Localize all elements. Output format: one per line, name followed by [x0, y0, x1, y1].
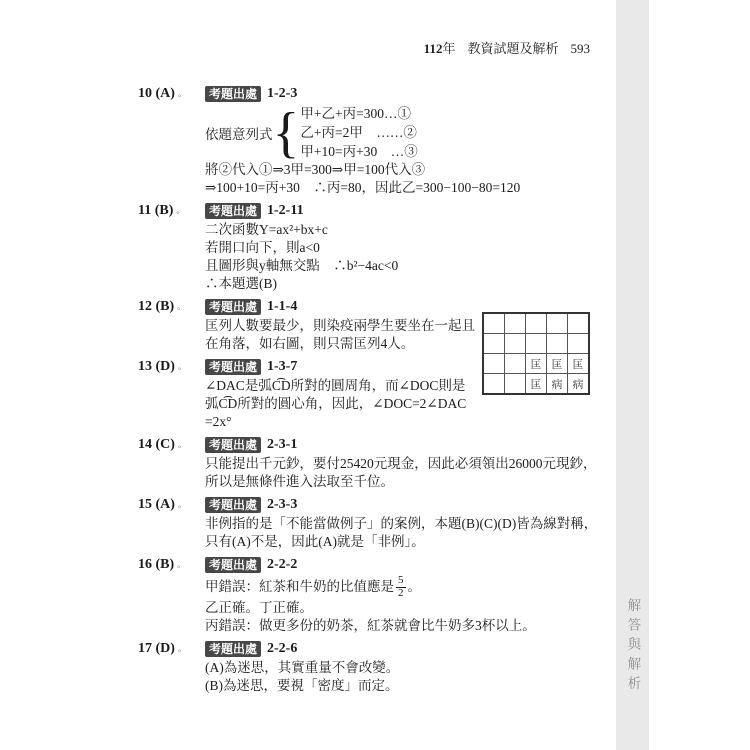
- item-number-answer: 16 (B): [138, 557, 175, 572]
- item-heading: [138, 435, 205, 491]
- seat-cell: 匡: [568, 354, 590, 374]
- source-code: 1-1-4: [267, 299, 298, 314]
- solution-line: 且圖形與y軸無交點 ∴b²−4ac<0: [205, 258, 399, 273]
- source-row: [205, 555, 608, 575]
- item-number-answer: 12 (B): [138, 299, 175, 314]
- source-label-badge: 考題出處: [205, 299, 261, 315]
- equation-line: 甲+10=丙+30 …③: [300, 144, 418, 159]
- separator-dot: 。: [177, 302, 186, 311]
- equation-line: 甲+乙+丙=300…①: [300, 106, 411, 121]
- equation-line: 乙+丙=2甲 ……②: [300, 125, 417, 140]
- solution-line: 非例指的是「不能當做例子」的案例，本題(B)(C)(D)皆為線對稱，: [205, 516, 598, 531]
- item-body: [205, 555, 608, 635]
- item-heading: [138, 495, 205, 551]
- source-row: [205, 495, 608, 515]
- source-row: [205, 201, 608, 221]
- solution-line: ∠DAC是弧C͡D所對的圓周角，而∠DOC則是: [205, 378, 466, 393]
- solution-item-17: [138, 639, 608, 695]
- header-page-number: 593: [570, 41, 590, 56]
- solution-item-10: [138, 84, 608, 197]
- solution-line-with-fraction: [205, 575, 608, 599]
- separator-dot: 。: [177, 362, 186, 371]
- source-row: [205, 357, 608, 377]
- item-body: [205, 357, 608, 431]
- fraction-numerator: 5: [398, 574, 404, 586]
- side-strip: [616, 0, 649, 750]
- solution-item-12: [138, 297, 608, 353]
- source-code: 2-3-1: [267, 437, 298, 452]
- item-heading: [138, 201, 205, 293]
- separator-dot: 。: [177, 89, 186, 98]
- solution-line: (B)為迷思，要視「密度」而定。: [205, 678, 399, 694]
- solution-line: 在角落，如右圖，則只需匡列4人。: [205, 336, 415, 351]
- source-code: 1-2-3: [267, 86, 298, 101]
- solution-line: 只能提出千元鈔，要付25420元現金，因此必須領出26000元現鈔，: [205, 456, 597, 471]
- solution-line: 丙錯誤：做更多份的奶茶，紅茶就會比牛奶多3杯以上。: [205, 618, 536, 634]
- header-year-number: 112: [423, 41, 443, 56]
- header-year-unit: 年: [442, 41, 456, 56]
- fraction-suffix: 。: [407, 579, 421, 595]
- solution-line: 只有(A)不是，因此(A)就是「非例」。: [205, 534, 425, 549]
- item-heading: [138, 357, 205, 431]
- item-number-answer: 17 (D): [138, 641, 175, 657]
- left-brace: {: [272, 101, 300, 164]
- source-code: 2-2-2: [267, 557, 298, 572]
- solution-line: ⇒100+10=丙+30 ∴丙=80，因此乙=300−100−80=120: [205, 180, 521, 195]
- solution-line: 二次函數Y=ax²+bx+c: [205, 222, 328, 237]
- source-row: [205, 84, 608, 104]
- source-label-badge: 考題出處: [205, 437, 261, 453]
- item-number-answer: 10 (A): [138, 86, 175, 101]
- solution-line: 所以是無條件進入法取至千位。: [205, 474, 394, 489]
- solution-item-15: [138, 495, 608, 551]
- solution-line: 匡列人數要最少，則染疫兩學生要坐在一起且: [205, 318, 475, 333]
- solutions-list: [138, 84, 608, 699]
- source-label-badge: 考題出處: [205, 359, 261, 375]
- item-body: [205, 84, 608, 197]
- side-strip-label: 解答與解析: [625, 598, 641, 696]
- item-heading: [138, 84, 205, 197]
- item-number-answer: 13 (D): [138, 359, 175, 374]
- item-heading: [138, 639, 205, 695]
- header-year: [424, 38, 456, 57]
- equation-system: [205, 101, 608, 164]
- seat-cell: 病: [568, 374, 590, 395]
- source-label-badge: 考題出處: [205, 641, 261, 657]
- page-header: [424, 38, 590, 57]
- source-label-badge: 考題出處: [205, 557, 261, 573]
- fraction-prefix: 甲錯誤：紅茶和牛奶的比值應是: [205, 579, 394, 595]
- source-label-badge: 考題出處: [205, 497, 261, 513]
- seat-cell: 匡: [526, 354, 547, 374]
- solution-item-13: [138, 357, 608, 431]
- header-title: 教資試題及解析: [467, 41, 559, 56]
- source-code: 1-3-7: [267, 359, 298, 374]
- separator-dot: 。: [177, 560, 186, 569]
- seat-cell: 匡: [526, 374, 547, 395]
- solution-line: ∴本題選(B): [205, 276, 277, 291]
- separator-dot: 。: [176, 206, 185, 215]
- source-code: 2-3-3: [267, 497, 298, 512]
- item-body: [205, 297, 608, 353]
- solution-line: 將②代入①⇒3甲=300⇒甲=100代入③: [205, 162, 426, 177]
- item-heading: [138, 555, 205, 635]
- source-label-badge: 考題出處: [205, 203, 261, 219]
- separator-dot: 。: [177, 500, 186, 509]
- solution-item-11: [138, 201, 608, 293]
- fraction: [396, 575, 406, 599]
- item-body: [205, 201, 608, 293]
- source-row: [205, 297, 608, 317]
- item-number-answer: 14 (C): [138, 437, 175, 452]
- seat-cell: 病: [547, 374, 568, 395]
- source-label-badge: 考題出處: [205, 86, 261, 102]
- equation-column: [300, 104, 417, 161]
- seat-cell: 匡: [547, 354, 568, 374]
- item-body: [205, 495, 608, 551]
- item-body: [205, 435, 608, 491]
- source-row: [205, 435, 608, 455]
- source-row: [205, 639, 608, 659]
- solution-line: =2x°: [205, 414, 232, 429]
- solution-line: 乙正確。丁正確。: [205, 600, 313, 616]
- solution-line: 弧C͡D所對的圓心角，因此，∠DOC=2∠DAC: [205, 396, 467, 411]
- solution-line: 若開口向下，則a<0: [205, 240, 320, 255]
- equation-intro: 依題意列式: [205, 126, 273, 142]
- separator-dot: 。: [177, 440, 186, 449]
- item-number-answer: 15 (A): [138, 497, 175, 512]
- solution-line: (A)為迷思，其實重量不會改變。: [205, 660, 400, 676]
- solution-item-14: [138, 435, 608, 491]
- solution-item-16: [138, 555, 608, 635]
- fraction-denominator: 2: [398, 586, 404, 599]
- item-heading: [138, 297, 205, 353]
- item-body: [205, 639, 608, 695]
- item-number-answer: 11 (B): [138, 203, 174, 218]
- source-code: 1-2-11: [267, 203, 304, 218]
- source-code: 2-2-6: [267, 641, 298, 657]
- separator-dot: 。: [177, 644, 186, 654]
